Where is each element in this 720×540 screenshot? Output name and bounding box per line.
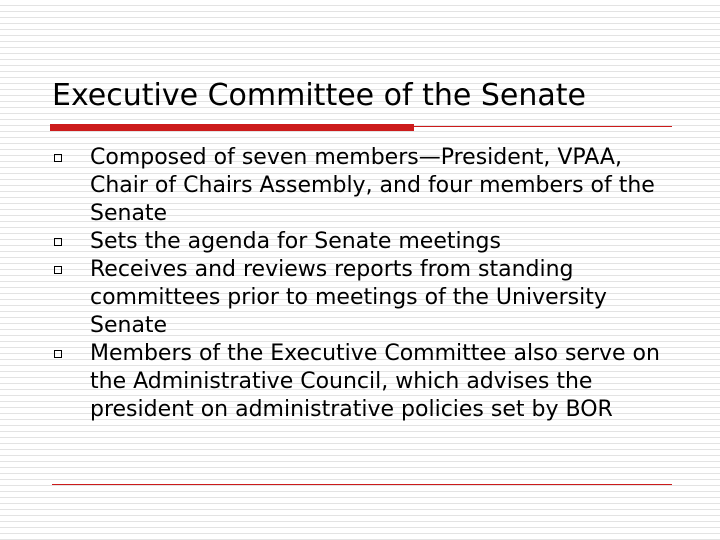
bullet-text: Sets the agenda for Senate meetings [90,229,501,254]
footer-rule [52,484,672,485]
bullet-item [52,228,672,256]
bullet-text: Members of the Executive Committee also serve on the Administrative Council, which advises the president on administrative policies set by BOR [90,341,660,422]
title-underline-thin [414,126,672,127]
hollow-square-bullet-icon [54,350,62,358]
hollow-square-bullet-icon [54,266,62,274]
bullet-item [52,144,672,228]
bullet-list [52,144,672,424]
hollow-square-bullet-icon [54,238,62,246]
title-underline-thick [50,124,414,131]
slide-title: Executive Committee of the Senate [52,78,586,113]
bullet-text: Composed of seven members—President, VPAA, Chair of Chairs Assembly, and four members of the Senate [90,145,655,226]
bullet-item [52,256,672,340]
hollow-square-bullet-icon [54,154,62,162]
bullet-item [52,340,672,424]
bullet-text: Receives and reviews reports from standing committees prior to meetings of the University Senate [90,257,607,338]
